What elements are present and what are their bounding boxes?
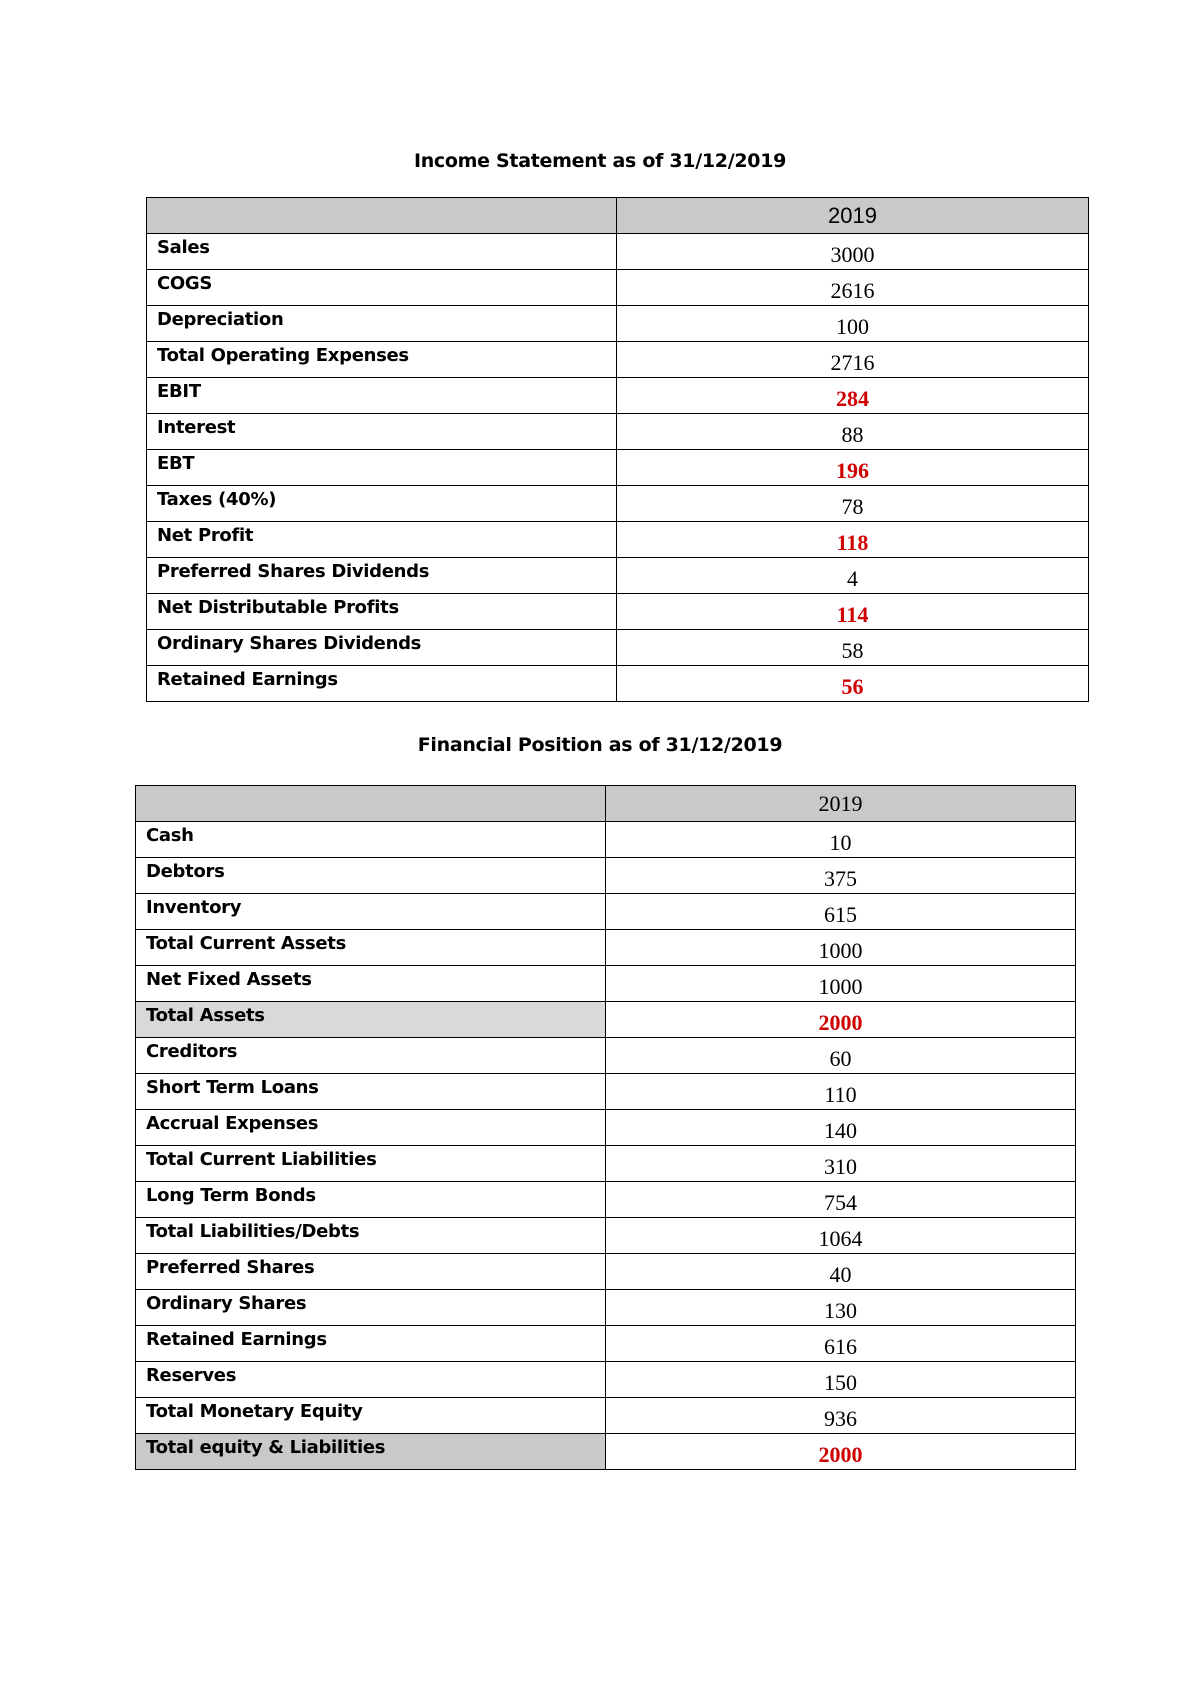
table-row: [147, 666, 1089, 702]
row-label: Ordinary Shares Dividends: [147, 630, 617, 666]
row-label: Total Current Assets: [136, 930, 606, 966]
table-row: [136, 894, 1076, 930]
row-value: 56: [617, 666, 1089, 702]
row-value: 2616: [617, 270, 1089, 306]
table-row: [136, 1038, 1076, 1074]
row-value: 110: [606, 1074, 1076, 1110]
table-row: [136, 822, 1076, 858]
row-value: 616: [606, 1326, 1076, 1362]
table-row: [136, 1218, 1076, 1254]
row-label: Total Monetary Equity: [136, 1398, 606, 1434]
row-value: 1064: [606, 1218, 1076, 1254]
table-row: [136, 858, 1076, 894]
row-value: 936: [606, 1398, 1076, 1434]
row-value: 114: [617, 594, 1089, 630]
year-header: 2019: [606, 786, 1076, 822]
table-row: [147, 342, 1089, 378]
row-label: Retained Earnings: [147, 666, 617, 702]
row-label: Interest: [147, 414, 617, 450]
row-value: 310: [606, 1146, 1076, 1182]
row-label: Net Fixed Assets: [136, 966, 606, 1002]
row-label: EBT: [147, 450, 617, 486]
row-label: Total equity & Liabilities: [136, 1434, 606, 1470]
table-row: [136, 1074, 1076, 1110]
row-value: 615: [606, 894, 1076, 930]
table-header-row: [136, 786, 1076, 822]
year-header: 2019: [617, 198, 1089, 234]
header-empty-cell: [136, 786, 606, 822]
table-row: [136, 1002, 1076, 1038]
row-value: 754: [606, 1182, 1076, 1218]
table-row: [136, 1182, 1076, 1218]
income-statement-title: Income Statement as of 31/12/2019: [413, 150, 787, 172]
row-value: 10: [606, 822, 1076, 858]
row-label: Short Term Loans: [136, 1074, 606, 1110]
table-row: [147, 630, 1089, 666]
row-value: 130: [606, 1290, 1076, 1326]
table-row: [147, 594, 1089, 630]
row-label: Long Term Bonds: [136, 1182, 606, 1218]
row-value: 2716: [617, 342, 1089, 378]
row-label: Total Assets: [136, 1002, 606, 1038]
table-row: [147, 450, 1089, 486]
financial-position-title: Financial Position as of 31/12/2019: [417, 734, 783, 756]
row-value: 196: [617, 450, 1089, 486]
row-value: 118: [617, 522, 1089, 558]
table-row: [147, 558, 1089, 594]
table-row: [147, 378, 1089, 414]
table-header-row: [147, 198, 1089, 234]
financial-position-table: [135, 785, 1076, 1470]
table-row: [136, 966, 1076, 1002]
row-label: Total Current Liabilities: [136, 1146, 606, 1182]
row-value: 4: [617, 558, 1089, 594]
table-row: [136, 1146, 1076, 1182]
table-row: [147, 306, 1089, 342]
row-label: Debtors: [136, 858, 606, 894]
row-label: Ordinary Shares: [136, 1290, 606, 1326]
row-label: COGS: [147, 270, 617, 306]
header-empty-cell: [147, 198, 617, 234]
row-value: 284: [617, 378, 1089, 414]
table-row: [136, 930, 1076, 966]
row-label: Net Profit: [147, 522, 617, 558]
row-value: 2000: [606, 1002, 1076, 1038]
row-label: Preferred Shares Dividends: [147, 558, 617, 594]
row-value: 100: [617, 306, 1089, 342]
table-row: [136, 1254, 1076, 1290]
table-row: [136, 1398, 1076, 1434]
row-label: Sales: [147, 234, 617, 270]
row-value: 88: [617, 414, 1089, 450]
table-row: [136, 1110, 1076, 1146]
table-row: [136, 1434, 1076, 1470]
table-row: [147, 486, 1089, 522]
row-value: 2000: [606, 1434, 1076, 1470]
row-value: 1000: [606, 966, 1076, 1002]
row-value: 150: [606, 1362, 1076, 1398]
income-statement-table: [146, 197, 1089, 702]
table-row: [136, 1362, 1076, 1398]
table-row: [147, 234, 1089, 270]
table-row: [147, 414, 1089, 450]
row-value: 60: [606, 1038, 1076, 1074]
table-row: [147, 522, 1089, 558]
row-label: Retained Earnings: [136, 1326, 606, 1362]
row-value: 58: [617, 630, 1089, 666]
row-label: Creditors: [136, 1038, 606, 1074]
table-row: [136, 1326, 1076, 1362]
row-label: Taxes (40%): [147, 486, 617, 522]
row-label: Cash: [136, 822, 606, 858]
row-value: 40: [606, 1254, 1076, 1290]
table-row: [147, 270, 1089, 306]
row-value: 1000: [606, 930, 1076, 966]
row-value: 375: [606, 858, 1076, 894]
row-value: 140: [606, 1110, 1076, 1146]
row-label: Reserves: [136, 1362, 606, 1398]
row-value: 3000: [617, 234, 1089, 270]
row-label: Net Distributable Profits: [147, 594, 617, 630]
row-label: Accrual Expenses: [136, 1110, 606, 1146]
row-label: Total Liabilities/Debts: [136, 1218, 606, 1254]
row-label: Depreciation: [147, 306, 617, 342]
row-label: Preferred Shares: [136, 1254, 606, 1290]
row-label: Total Operating Expenses: [147, 342, 617, 378]
row-label: Inventory: [136, 894, 606, 930]
table-row: [136, 1290, 1076, 1326]
row-value: 78: [617, 486, 1089, 522]
row-label: EBIT: [147, 378, 617, 414]
